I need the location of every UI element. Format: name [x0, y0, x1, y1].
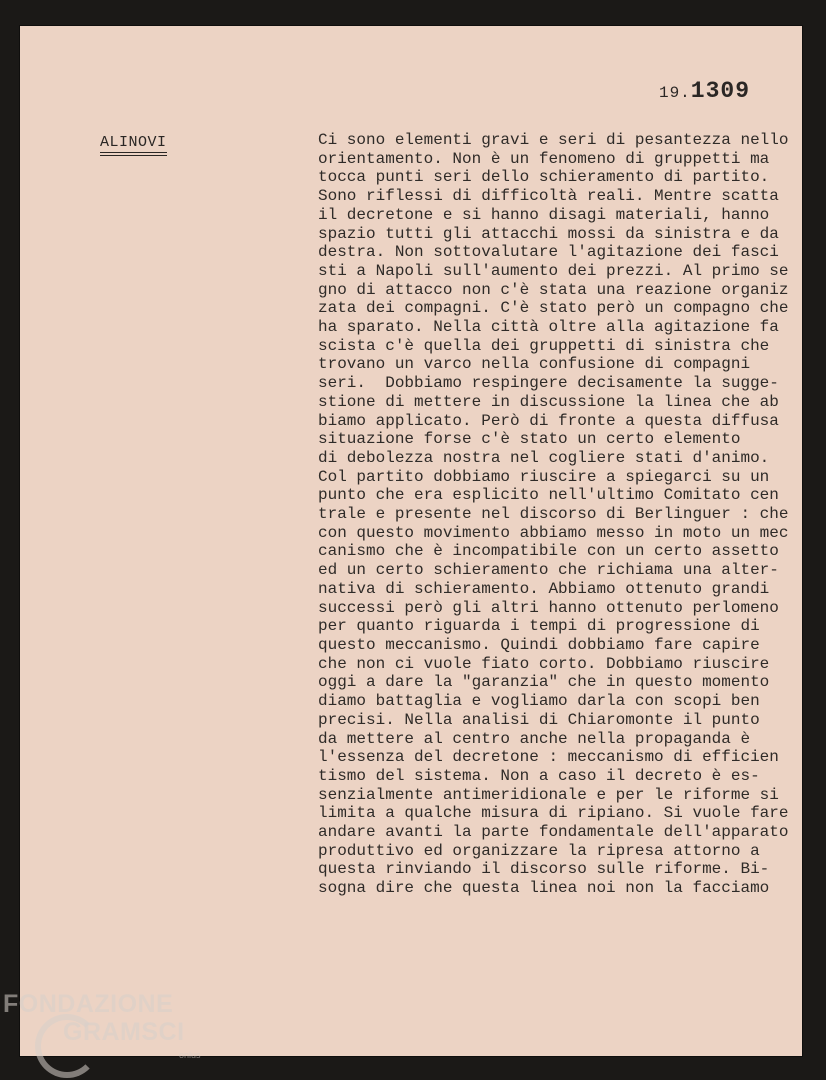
- text-line: oggi a dare la "garanzia" che in questo momento: [318, 673, 770, 692]
- text-line: produttivo ed organizzare la ripresa attorno a: [318, 841, 760, 860]
- text-line: ha sparato. Nella città oltre alla agitazione fa: [318, 318, 779, 337]
- text-line: scista c'è quella dei gruppetti di sinistra che: [318, 336, 770, 355]
- text-line: punto che era esplicito nell'ultimo Comitato cen: [318, 486, 779, 505]
- watermark-line2: GRAMSCI: [63, 1018, 185, 1046]
- text-line: tismo del sistema. Non a caso il decreto è es-: [318, 766, 760, 785]
- text-line: senzialmente antimeridionale e per le riforme si: [318, 785, 779, 804]
- archive-watermark: [3, 990, 203, 1078]
- text-line: situazione forse c'è stato un certo elemento: [318, 430, 741, 449]
- text-line: gno di attacco non c'è stata una reazione organiz: [318, 280, 789, 299]
- text-line: canismo che è incompatibile con un certo assetto: [318, 542, 779, 561]
- text-line: Col partito dobbiamo riuscire a spiegarci su un: [318, 467, 770, 486]
- text-line: zata dei compagni. C'è stato però un compagno che: [318, 299, 789, 318]
- watermark-suffix: onlus: [179, 1050, 201, 1060]
- text-line: sogna dire che questa linea noi non la facciamo: [318, 879, 770, 898]
- text-line: orientamento. Non è un fenomeno di gruppetti ma: [318, 149, 770, 168]
- text-line: da mettere al centro anche nella propaganda è: [318, 729, 751, 748]
- document-page: [20, 26, 802, 1056]
- text-line: ed un certo schieramento che richiama una alter-: [318, 561, 779, 580]
- text-line: destra. Non sottovalutare l'agitazione dei fasci: [318, 243, 779, 262]
- text-line: andare avanti la parte fondamentale dell'apparato: [318, 823, 789, 842]
- text-line: sti a Napoli sull'aumento dei prezzi. Al primo se: [318, 261, 789, 280]
- text-line: diamo battaglia e vogliamo darla con scopi ben: [318, 692, 760, 711]
- text-line: trale e presente nel discorso di Berlinguer : che: [318, 505, 789, 524]
- text-line: seri. Dobbiamo respingere decisamente la sugge-: [318, 374, 779, 393]
- text-line: Sono riflessi di difficoltà reali. Mentre scatta: [318, 187, 779, 206]
- text-line: limita a qualche misura di ripiano. Si vuole fare: [318, 804, 789, 823]
- text-line: che non ci vuole fiato corto. Dobbiamo riuscire: [318, 654, 770, 673]
- text-line: biamo applicato. Però di fronte a questa diffusa: [318, 411, 779, 430]
- speaker-name: ALINOVI: [100, 134, 167, 151]
- text-line: successi però gli altri hanno ottenuto perlomeno: [318, 598, 779, 617]
- text-line: per quanto riguarda i tempi di progressione di: [318, 617, 760, 636]
- page-number: [659, 78, 750, 104]
- typewritten-text: [318, 131, 798, 898]
- text-line: con questo movimento abbiamo messo in moto un mec: [318, 523, 789, 542]
- text-line: tocca punti seri dello schieramento di partito.: [318, 168, 770, 187]
- text-line: trovano un varco nella confusione di compagni: [318, 355, 751, 374]
- page-number-prefix: 19.: [658, 84, 691, 102]
- text-line: Ci sono elementi gravi e seri di pesantezza nello: [318, 131, 789, 149]
- text-line: nativa di schieramento. Abbiamo ottenuto grandi: [318, 579, 770, 598]
- watermark-line1: FONDAZIONE: [3, 990, 174, 1018]
- text-line: spazio tutti gli attacchi mossi da sinistra e da: [318, 224, 779, 243]
- text-line: questa rinviando il discorso sulle riforme. Bi-: [318, 860, 770, 879]
- text-line: precisi. Nella analisi di Chiaromonte il punto: [318, 710, 760, 729]
- text-line: questo meccanismo. Quindi dobbiamo fare capire: [318, 635, 760, 654]
- text-line: l'essenza del decretone : meccanismo di efficien: [318, 748, 779, 767]
- text-line: di debolezza nostra nel cogliere stati d'animo.: [318, 448, 770, 467]
- page-number-value: 1309: [690, 78, 750, 104]
- text-line: stione di mettere in discussione la linea che ab: [318, 392, 779, 411]
- text-line: il decretone e si hanno disagi materiali, hanno: [318, 205, 770, 224]
